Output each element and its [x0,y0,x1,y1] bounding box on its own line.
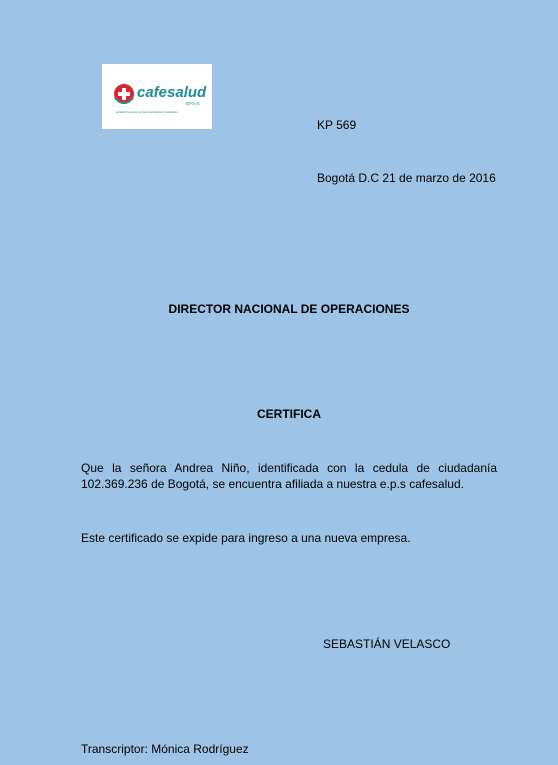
cafesalud-logo [102,64,212,129]
date-line: Bogotá D.C 21 de marzo de 2016 [317,171,496,185]
issuer-heading: DIRECTOR NACIONAL DE OPERACIONES [168,302,410,316]
signer-name: SEBASTIÁN VELASCO [323,637,451,651]
affiliation-line-2: 102.369.236 de Bogotá, se encuentra afiliada a nuestra e.p.s cafesalud. [81,477,464,491]
transcriptor-line: Transcriptor: Mónica Rodríguez [81,742,249,756]
logo-brand-text: cafesalud [137,84,207,101]
reference-code: KP 569 [317,118,357,132]
purpose-paragraph: Este certificado se expide para ingreso a una nueva empresa. [81,531,411,545]
cafesalud-logo-mark [102,64,212,129]
affiliation-paragraph [81,460,497,492]
certifies-heading: CERTIFICA [257,407,321,421]
logo-tagline-text: Entidad Promotora de Salud del Régimen Subsidiado [116,111,178,114]
affiliation-line-1: Que la señora Andrea Niño, identificada con la cedula de ciudadanía [81,461,497,475]
logo-tag-text: EPS-S [186,101,200,106]
